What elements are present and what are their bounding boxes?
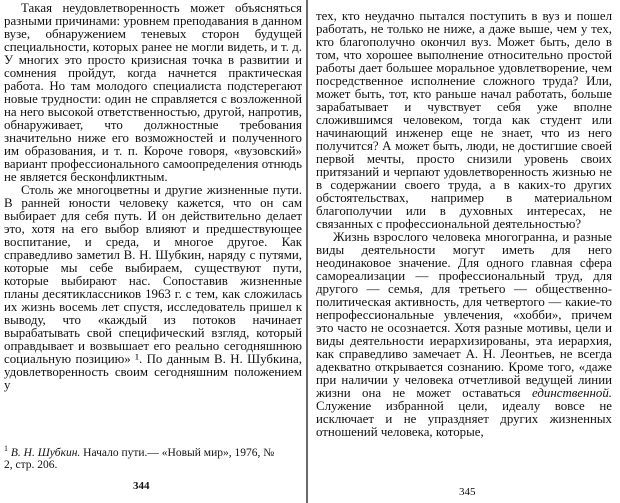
paragraph bbox=[316, 231, 612, 439]
footnote-author: В. Н. Шубкин. bbox=[10, 446, 81, 459]
book-spine bbox=[306, 0, 308, 503]
page-number-right: 345 bbox=[459, 486, 476, 498]
left-page-text bbox=[4, 2, 302, 392]
footnote-text: Начало пути.— «Новый мир», 1976, № 2, стр. 206. bbox=[4, 446, 275, 471]
right-page-text bbox=[316, 10, 612, 439]
paragraph: Такая неудовлетворенность может объясняться разными причинами: уровнем преподавания в данном вузе, обнаружением теневых сторон будущей специальности, которых ранее не могли видеть, и т. д. У многих это просто кризисная точка в развитии и сомнения пройдут, когда начнется практическая работа. Но там молодого специалиста подстерегают новые трудности: один не справляется с возложенной на него высокой ответственностью, другой, напротив, обнаруживает, что должностные требования значительно ниже его возможностей и полученного им образования, и т. п. Короче говоря, «вузовский» вариант профессионального самоопределения отнюдь не является бесконфликтным. bbox=[4, 1, 302, 184]
left-page bbox=[0, 0, 305, 503]
italic-phrase: единственной. bbox=[531, 386, 612, 400]
footnote bbox=[4, 443, 284, 471]
paragraph-body: Жизнь взрослого человека многогранна, и разные виды деятельности могут иметь для него неодинаковое значение. Для одного главная сфера самореализации — профессиональный труд, для другого — семья, для третьего — общественно-политическая активность, для четвертого — какие-то непрофессиональные увлечения, «хобби», причем это часто не осознается. Хотя разные мотивы, цели и виды деятельности иерархизированы, эта иерархия, как справедливо замечает А. Н. Леонтьев, не всегда адекватно открывается сознанию. Кроме того, «даже при наличии у человека отчетливой ведущей линии жизни она не может оставаться bbox=[316, 230, 612, 400]
right-page bbox=[310, 0, 620, 503]
page-number-left: 344 bbox=[133, 480, 150, 492]
paragraph-tail: Служение избранной цели, идеалу вовсе не исключает и не упраздняет других жизненных отношений человека, которые, bbox=[316, 399, 612, 439]
footnote-mark: 1 bbox=[4, 444, 8, 453]
paragraph: Столь же многоцветны и другие жизненные пути. В ранней юности человеку кажется, что он сам выбирает для себя путь. И он действительно делает это, хотя на его выбор влияют и предшествующее воспитание, и среда, и многое другое. Как справедливо заметил В. Н. Шубкин, наряду с путями, которые мы себе выбираем, существуют пути, которые выбирают нас. Сопоставив жизненные планы десятиклассников 1963 г. с тем, как сложилась их жизнь восемь лет спустя, исследователь пришел к выводу, что «каждый из потоков начинает вырабатывать свой специфический взгляд, который оправдывает и возвышает его реально сегодняшнюю социальную позицию» ¹. По данным В. Н. Шубкина, удовлетворенность своим сегодняшним положением у bbox=[4, 183, 302, 392]
paragraph: тех, кто неудачно пытался поступить в вуз и пошел работать, не только не ниже, а даже выше, чем у тех, кто благополучно окончил вуз. Может быть, дело в том, что хорошее выполнение относительно простой работы дает большее моральное удовлетворение, чем посредственное исполнение сложного труда? Или, может быть, тот, кто раньше начал работать, больше зарабатывает и чувствует себя уже вполне сложившимся человеком, тогда как студент или начинающий инженер еще не знает, что из него получится? А может быть, люди, не достигшие своей первой мечты, просто снизили уровень своих притязаний и черпают удовлетворенность жизнью не в содержании своего труда, а в каких-то других обстоятельствах, например в материальном благополучии или в духовных интересах, не связанных с профессиональной деятельностью? bbox=[316, 9, 612, 231]
footnote-rule bbox=[4, 438, 64, 439]
